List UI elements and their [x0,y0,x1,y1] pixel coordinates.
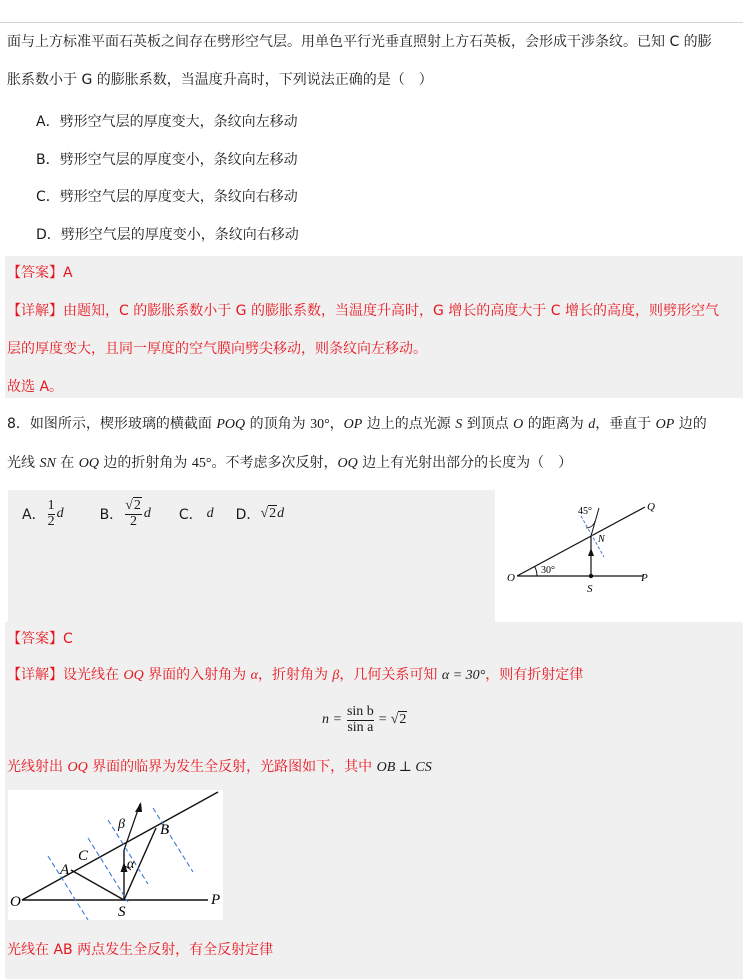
formula-fraction [347,705,374,735]
label-n: N [598,534,605,545]
detail-tag: 【详解】 [7,303,63,319]
numerator: 1 [47,497,55,513]
label-q: Q [647,501,655,513]
label-alpha: α [127,857,135,872]
q8-text: 边的折射角为 [98,455,192,471]
option-b-label: B． [99,507,124,523]
option-a-d: d [56,506,64,521]
label-s: S [118,904,126,920]
detail-text: 界面的临界为发生全反射，光路图如下，其中 [87,759,377,775]
q8-text: 的距离为 [523,416,589,432]
q7-detail-line3: 故选 A。 [7,379,64,395]
detail-text: 设光线在 [63,667,124,683]
detail-oq: OQ [123,668,144,683]
q7-option-a: A．劈形空气层的厚度变大，条纹向左移动 [36,114,298,130]
sqrt2: 2 [133,497,141,513]
angle-arc-30 [535,567,537,577]
detail-text: 光线射出 [7,759,68,775]
q8-line1 [7,413,707,433]
q8-o: O [513,417,524,432]
label-p: P [211,892,221,908]
label-45: 45° [578,506,592,517]
q8-d: d [588,417,596,432]
q8-detail-line1 [7,664,583,684]
detail-text: 界面的入射角为 [143,667,251,683]
refraction-formula [322,700,407,740]
q8-text: 到顶点 [462,416,514,432]
q7-answer [7,262,73,282]
numerator: √2 [125,497,141,513]
label-c: C [78,848,89,864]
q8-text: 如图所示，楔形玻璃的横截面 [29,416,217,432]
label-a: A [60,862,70,878]
formula-sqrt: √2 [390,712,407,727]
label-o: O [507,572,515,584]
q8-sn: SN [39,456,56,471]
formula-denominator: sin a [347,719,374,735]
label-p: P [641,572,648,584]
detail-text: ，折射角为 [257,667,333,683]
option-d-label: D． [235,507,261,523]
q8-text: 边的 [674,416,707,432]
light-path-figure [8,790,223,920]
q8-text: 。不考虑多次反射， [211,455,338,471]
q8-detail-line2 [7,756,432,776]
q8-s: S [455,417,463,432]
option-b-d: d [143,506,151,521]
q8-text: ，垂直于 [595,416,656,432]
formula-numerator: sin b [346,703,374,719]
ray-arrow [588,548,594,556]
detail-alpha-eq: α = 30° [441,668,486,683]
q8-options [22,494,284,534]
answer-tag: 【答案】 [7,265,63,281]
detail-beta: β [332,668,340,683]
detail-alpha: α [250,668,258,683]
q8-line2 [7,452,572,472]
q8-angle30: 30° [310,417,330,432]
point-s [589,574,593,578]
q8-detail-line3: 光线在 AB 两点发生全反射，有全反射定律 [7,942,274,958]
detail-text: ，几何关系可知 [339,667,442,683]
q8-poq: POQ [216,417,246,432]
sqrt2: 2 [399,712,407,727]
option-a-fraction [48,499,55,529]
q8-angle45: 45° [191,456,212,471]
top-rule [0,22,743,23]
q8-op-2: OP [655,417,675,432]
detail-perp: OB ⊥ CS [376,760,432,775]
detail-text: 由题知，C 的膨胀系数小于 G 的膨胀系数，当温度升高时，G 增长的高度大于 C 增长的高度，则劈形空气 [63,303,719,319]
q7-option-b: B．劈形空气层的厚度变小，条纹向左移动 [36,152,298,168]
q7-option-c: C．劈形空气层的厚度变大，条纹向右移动 [36,189,298,205]
option-c-d: d [206,506,214,521]
ray-arrow-out [135,802,142,812]
wedge-figure [495,490,743,622]
denominator: 2 [125,514,142,530]
option-d-sqrt: √2 [260,506,277,521]
oq-edge [517,507,645,576]
sqrt2: 2 [269,506,277,521]
q7-answer-band [5,256,743,398]
q8-number: 8． [7,416,30,432]
q8-text: 的顶角为 [245,416,311,432]
ray-sa [71,870,124,900]
q8-op: OP [343,417,363,432]
q8-answer [7,628,73,648]
formula-n: n = [322,712,342,727]
q8-text: ， [329,416,344,432]
option-b-fraction [125,499,142,529]
normal-mid [108,820,148,884]
label-o: O [10,894,21,910]
normal-b [153,808,193,872]
q7-detail-line1 [7,300,719,320]
option-d-d: d [277,506,285,521]
q7-intro-line1: 面与上方标准平面石英板之间存在劈形空气层。用单色平行光垂直照射上方石英板，会形成干涉条纹。已知 C 的膨 [7,34,712,50]
label-30: 30° [541,565,555,576]
option-c-label: C． [178,507,203,523]
q8-text: 边上的点光源 [362,416,456,432]
option-a-label: A． [22,507,46,523]
answer-value: C [63,631,73,647]
label-s: S [587,583,593,595]
q8-text: 边上有光射出部分的长度为（ ） [357,455,573,471]
q8-text: 在 [55,455,79,471]
answer-tag: 【答案】 [7,631,63,647]
formula-eq: = [378,712,387,727]
label-beta: β [118,817,125,832]
q8-oq: OQ [78,456,99,471]
q8-text: 光线 [7,455,40,471]
oq-edge [22,792,218,900]
q8-oq-2: OQ [337,456,358,471]
detail-text: ，则有折射定律 [485,667,584,683]
answer-value: A [63,265,73,281]
label-b: B [160,822,170,838]
denominator: 2 [47,513,55,529]
q7-intro-line2: 胀系数小于 G 的膨胀系数，当温度升高时，下列说法正确的是（ ） [7,72,433,88]
detail-oq-2: OQ [67,760,88,775]
q7-option-d: D．劈形空气层的厚度变小，条纹向右移动 [36,227,299,243]
detail-tag: 【详解】 [7,667,63,683]
q7-detail-line2: 层的厚度变大，且同一厚度的空气膜向劈尖移动，则条纹向左移动。 [7,341,427,357]
